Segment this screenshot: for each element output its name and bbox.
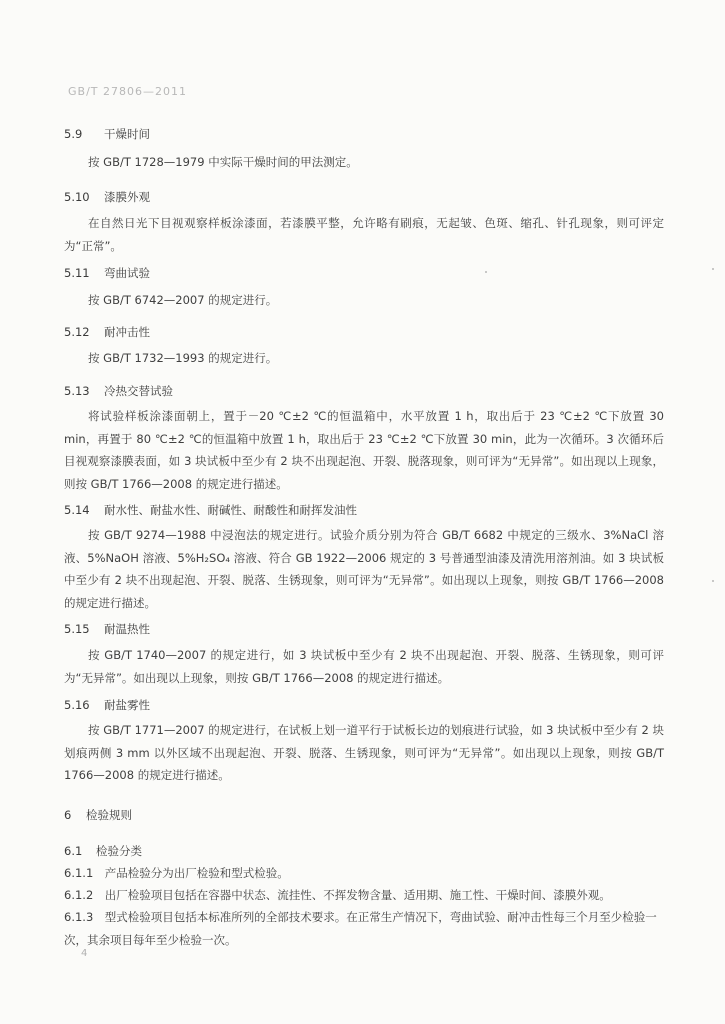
section-heading bbox=[64, 126, 150, 142]
section-paragraph: 在自然日光下目视观察样板涂漆面，若漆膜平整，允许略有刷痕，无起皱、色斑、缩孔、针孔现象，则可评定为“正常”。 bbox=[64, 216, 664, 253]
chapter-title: 检验规则 bbox=[86, 808, 132, 822]
section-paragraph: 按 GB/T 1740—2007 的规定进行，如 3 块试板中至少有 2 块不出现起泡、开裂、脱落、生锈现象，则可评为“无异常”。如出现以上现象，则按 GB/T 1766—2008 的规定进行描述。 bbox=[64, 648, 664, 685]
clause-text: 出厂检验项目包括在容器中状态、流挂性、不挥发物含量、适用期、施工性、干燥时间、漆膜外观。 bbox=[104, 888, 611, 902]
section-heading bbox=[64, 265, 150, 281]
section-number: 5.10 bbox=[64, 190, 90, 204]
section-heading bbox=[64, 621, 150, 637]
chapter-number: 6 bbox=[64, 808, 72, 822]
subsection-heading bbox=[64, 843, 142, 859]
clause-text: 型式检验项目包括本标准所列的全部技术要求。在正常生产情况下，弯曲试验、耐冲击性每三个月至少检验一次，其余项目每年至少检验一次。 bbox=[64, 910, 657, 947]
section-number: 5.13 bbox=[64, 384, 90, 398]
section-paragraph: 按 GB/T 6742—2007 的规定进行。 bbox=[88, 293, 278, 307]
section-heading bbox=[64, 324, 150, 340]
section-title: 耐冲击性 bbox=[104, 325, 150, 339]
clause-number: 6.1.2 bbox=[64, 888, 94, 902]
section-number: 5.14 bbox=[64, 503, 90, 517]
section-title: 漆膜外观 bbox=[104, 190, 150, 204]
standard-code-header: GB/T 27806—2011 bbox=[68, 85, 187, 98]
section-title: 冷热交替试验 bbox=[104, 384, 173, 398]
section-paragraph: 按 GB/T 1732—1993 的规定进行。 bbox=[88, 351, 278, 365]
clause-number: 6.1.3 bbox=[64, 910, 94, 924]
section-number: 5.16 bbox=[64, 698, 90, 712]
section-paragraph: 按 GB/T 9274—1988 中浸泡法的规定进行。试验介质分别为符合 GB/T 6682 中规定的三级水、3%NaCl 溶液、5%NaOH 溶液、5%H₂SO₄ 溶液、符合 GB 1922—2006 规定的 3 号普通型油漆及清洗用溶剂油。如 3 块试板中至少有 2 块不出现起泡、开裂、脱落、生锈现象，则可评为“无异常”。如出现以上现象，则按 GB/T 1766—2008 的规定进行描述。 bbox=[64, 528, 664, 610]
clause-number: 6.1.1 bbox=[64, 866, 94, 880]
section-heading bbox=[64, 697, 150, 713]
clause-item bbox=[64, 862, 664, 885]
subsection-title: 检验分类 bbox=[96, 844, 142, 858]
section-heading bbox=[64, 502, 357, 518]
subsection-number: 6.1 bbox=[64, 844, 83, 858]
page-number: 4 bbox=[81, 948, 88, 959]
section-number: 5.11 bbox=[64, 266, 90, 280]
clause-item bbox=[64, 906, 664, 951]
section-number: 5.9 bbox=[64, 127, 83, 141]
section-heading bbox=[64, 383, 173, 399]
section-heading bbox=[64, 189, 150, 205]
section-title: 干燥时间 bbox=[104, 127, 150, 141]
section-number: 5.12 bbox=[64, 325, 90, 339]
scan-speck bbox=[712, 580, 714, 582]
section-paragraph: 按 GB/T 1771—2007 的规定进行，在试板上划一道平行于试板长边的划痕进行试验，如 3 块试板中至少有 2 块划痕两侧 3 mm 以外区域不出现起泡、开裂、脱落、生锈现象，则可评为“无异常”。如出现以上现象，则按 GB/T 1766—2008 的规定进行描述。 bbox=[64, 723, 664, 782]
clause-text: 产品检验分为出厂检验和型式检验。 bbox=[104, 866, 289, 880]
section-title: 耐盐雾性 bbox=[104, 698, 150, 712]
section-number: 5.15 bbox=[64, 622, 90, 636]
scan-speck bbox=[712, 268, 714, 270]
section-title: 耐温热性 bbox=[104, 622, 150, 636]
chapter-heading bbox=[64, 807, 132, 823]
clause-item bbox=[64, 884, 664, 907]
section-paragraph: 将试验样板涂漆面朝上，置于－20 ℃±2 ℃的恒温箱中，水平放置 1 h，取出后于 23 ℃±2 ℃下放置 30 min，再置于 80 ℃±2 ℃的恒温箱中放置 1 h，取出后于 23 ℃±2 ℃下放置 30 min，此为一次循环。3 次循环后目视观察漆膜表面，如 3 块试板中至少有 2 块不出现起泡、开裂、脱落现象，则可评为“无异常”。如出现以上现象，则按 GB/T 1766—2008 的规定进行描述。 bbox=[64, 409, 664, 491]
scan-speck bbox=[485, 271, 487, 273]
section-title: 耐水性、耐盐水性、耐碱性、耐酸性和耐挥发油性 bbox=[104, 503, 357, 517]
section-paragraph: 按 GB/T 1728—1979 中实际干燥时间的甲法测定。 bbox=[88, 155, 358, 169]
section-title: 弯曲试验 bbox=[104, 266, 150, 280]
